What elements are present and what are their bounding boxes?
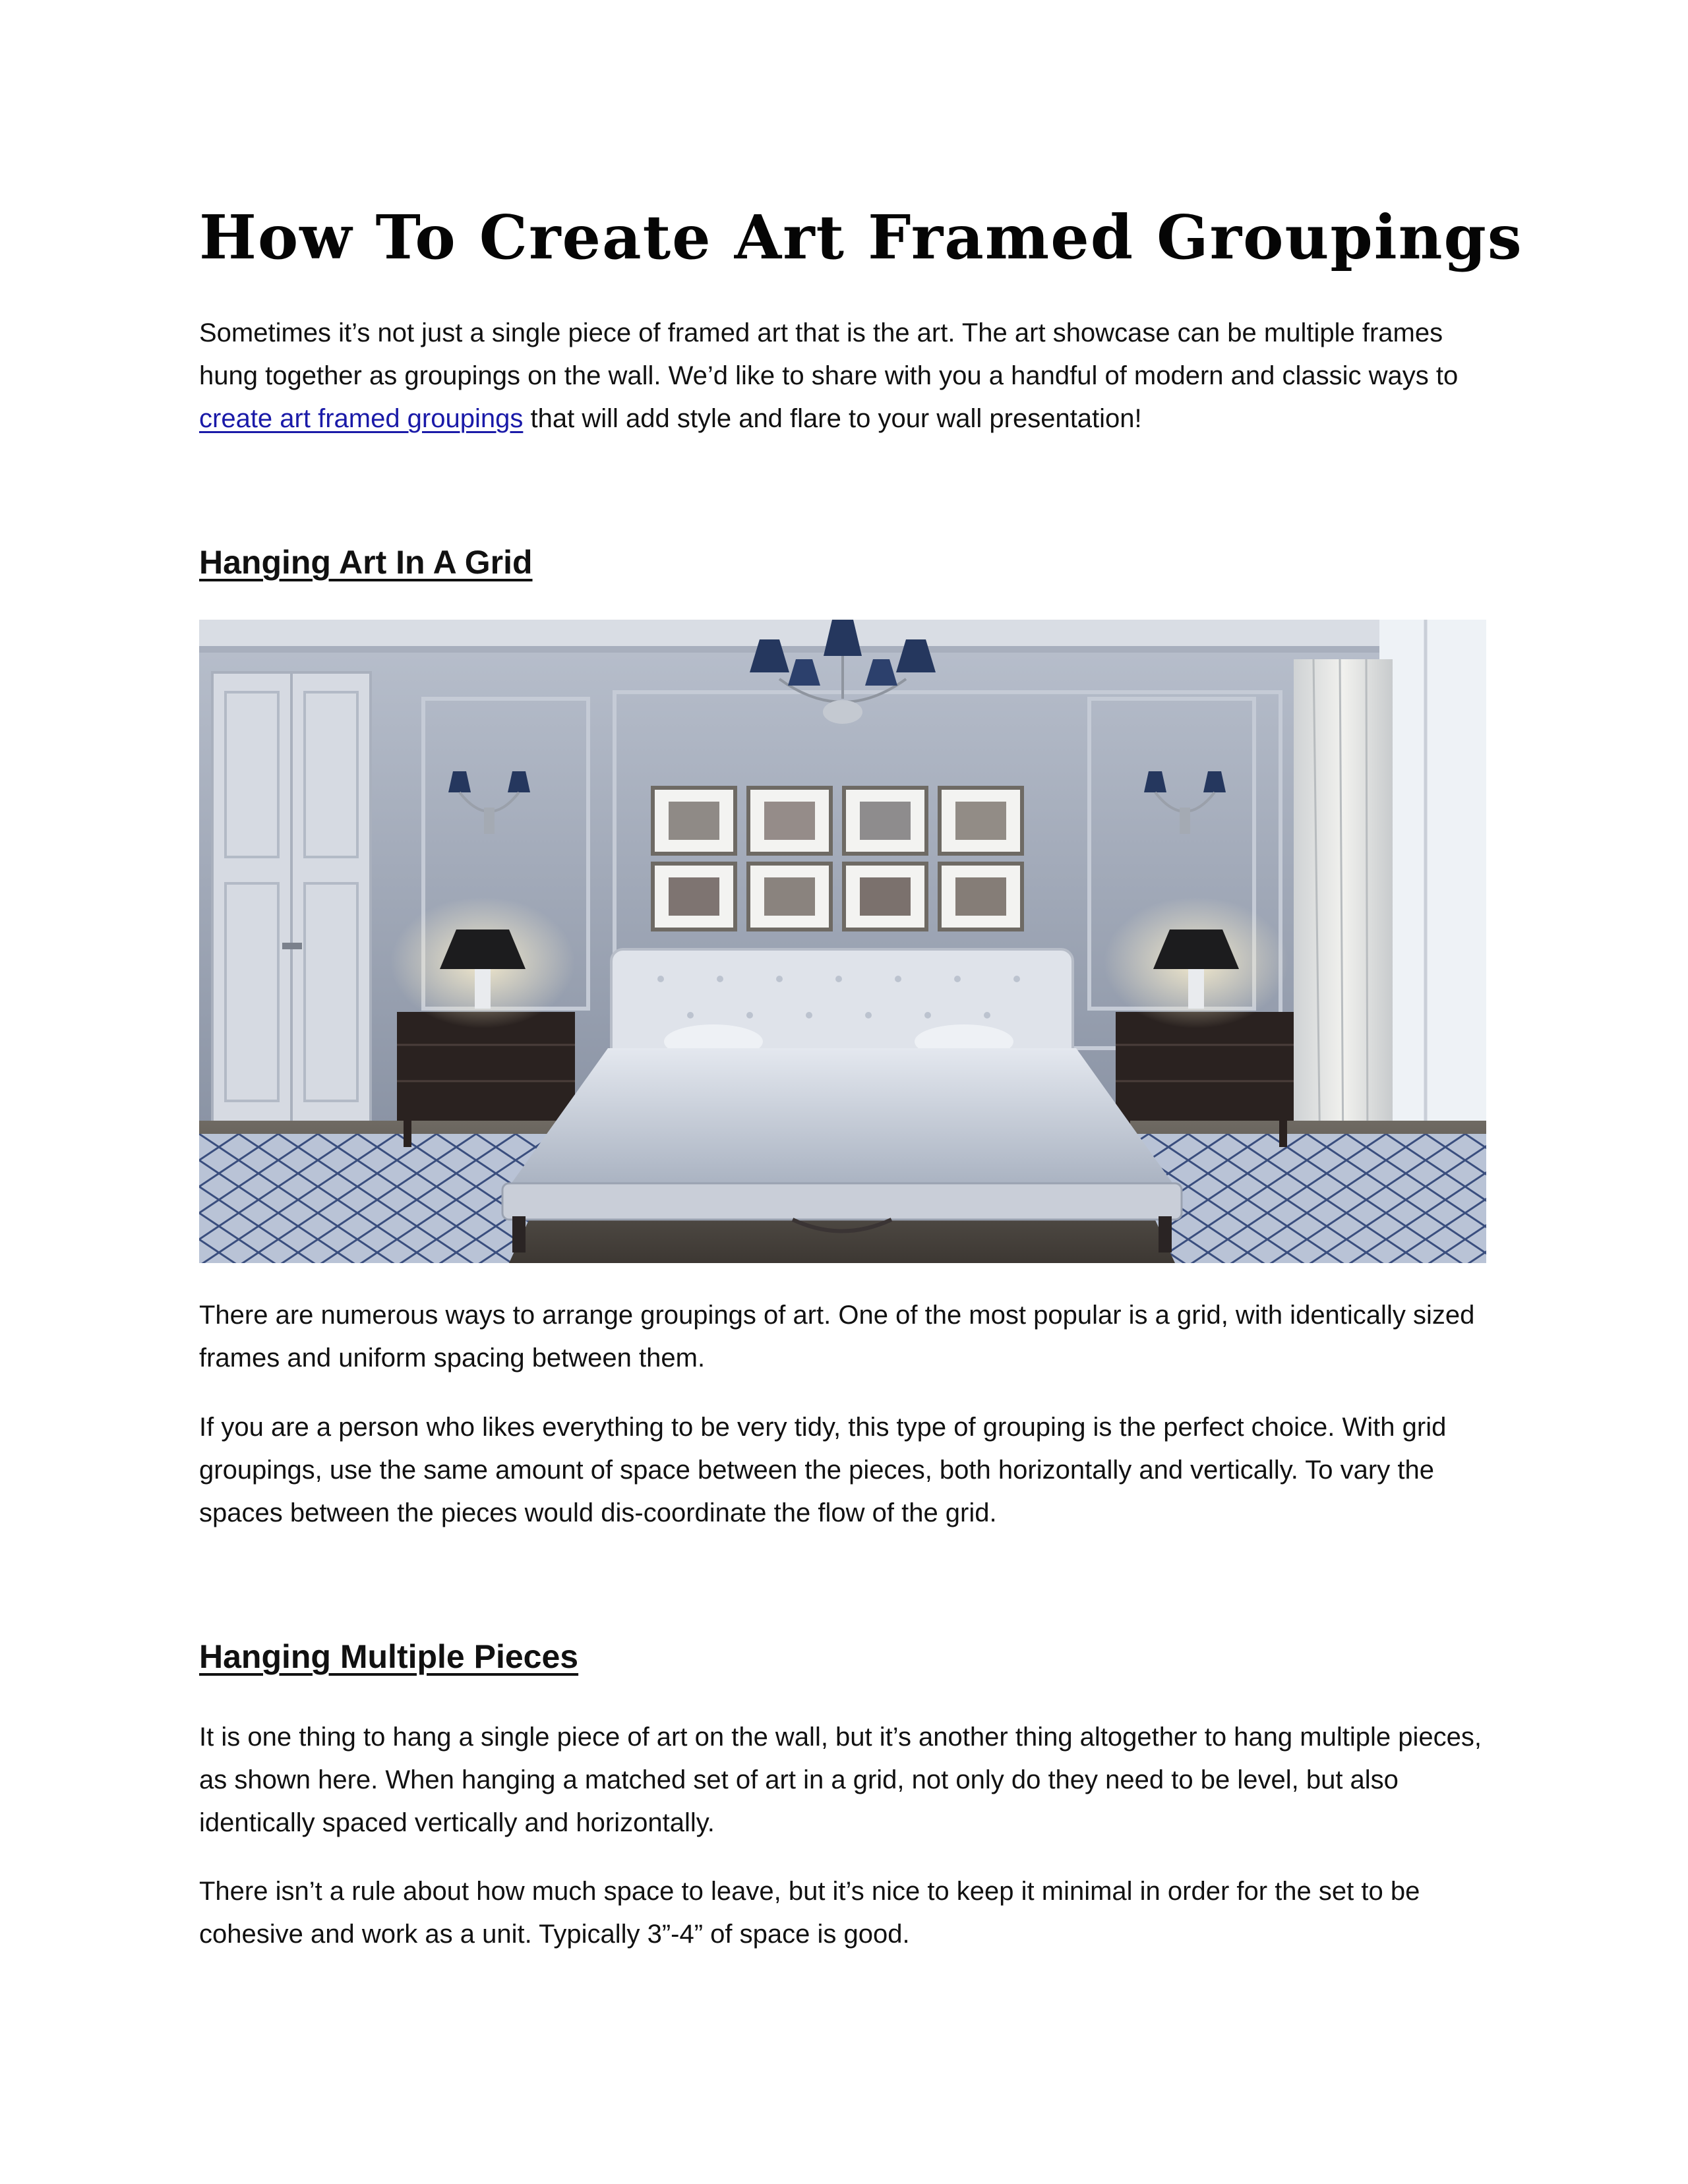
window (1379, 620, 1486, 1134)
art-frame (940, 864, 1022, 930)
art-frame (748, 864, 831, 930)
art-frame (844, 788, 926, 854)
bedroom-grid-art-photo (199, 620, 1486, 1263)
multiple-paragraph-1: It is one thing to hang a single piece of art on the wall, but it’s another thing altogether to hang multiple pieces, as shown here. When hanging a matched set of art in a grid, not only do they need to be level, but also identically spaced vertically and horizontally. (199, 1723, 1482, 1837)
multiple-paragraph-2: There isn’t a rule about how much space to leave, but it’s nice to keep it minimal in order for the set to be cohesive and work as a unit. Typically 3”-4” of space is good. (199, 1877, 1420, 1949)
art-frame (653, 788, 735, 854)
grid-paragraph-2: If you are a person who likes everything to be very tidy, this type of grouping is the perfect choice. With grid groupings, use the same amount of space between the pieces, both horizontally and vertically. To vary the spaces between the pieces would dis-coordinate the flow of the grid. (199, 1413, 1447, 1527)
intro-text-after-link: that will add style and flare to your wall presentation! (523, 404, 1142, 433)
section-heading-grid: Hanging Art In A Grid (199, 544, 533, 581)
bed (502, 1024, 1182, 1253)
intro-paragraph (199, 312, 1492, 440)
art-frame (844, 864, 926, 930)
create-art-framed-groupings-link[interactable]: create art framed groupings (199, 404, 524, 433)
art-frame (748, 788, 831, 854)
art-frame (940, 788, 1022, 854)
intro-text-before-link: Sometimes it’s not just a single piece of framed art that is the art. The art showcase can be multiple frames hung together as groupings on the wall. We’d like to share with you a handful of modern and classic ways to (199, 318, 1459, 390)
page-title: How To Create Art Framed Groupings (199, 202, 1523, 273)
section-heading-multiple: Hanging Multiple Pieces (199, 1638, 579, 1675)
grid-paragraph-1: There are numerous ways to arrange groupings of art. One of the most popular is a grid, with identically sized frames and uniform spacing between them. (199, 1301, 1475, 1372)
art-frame (653, 864, 735, 930)
